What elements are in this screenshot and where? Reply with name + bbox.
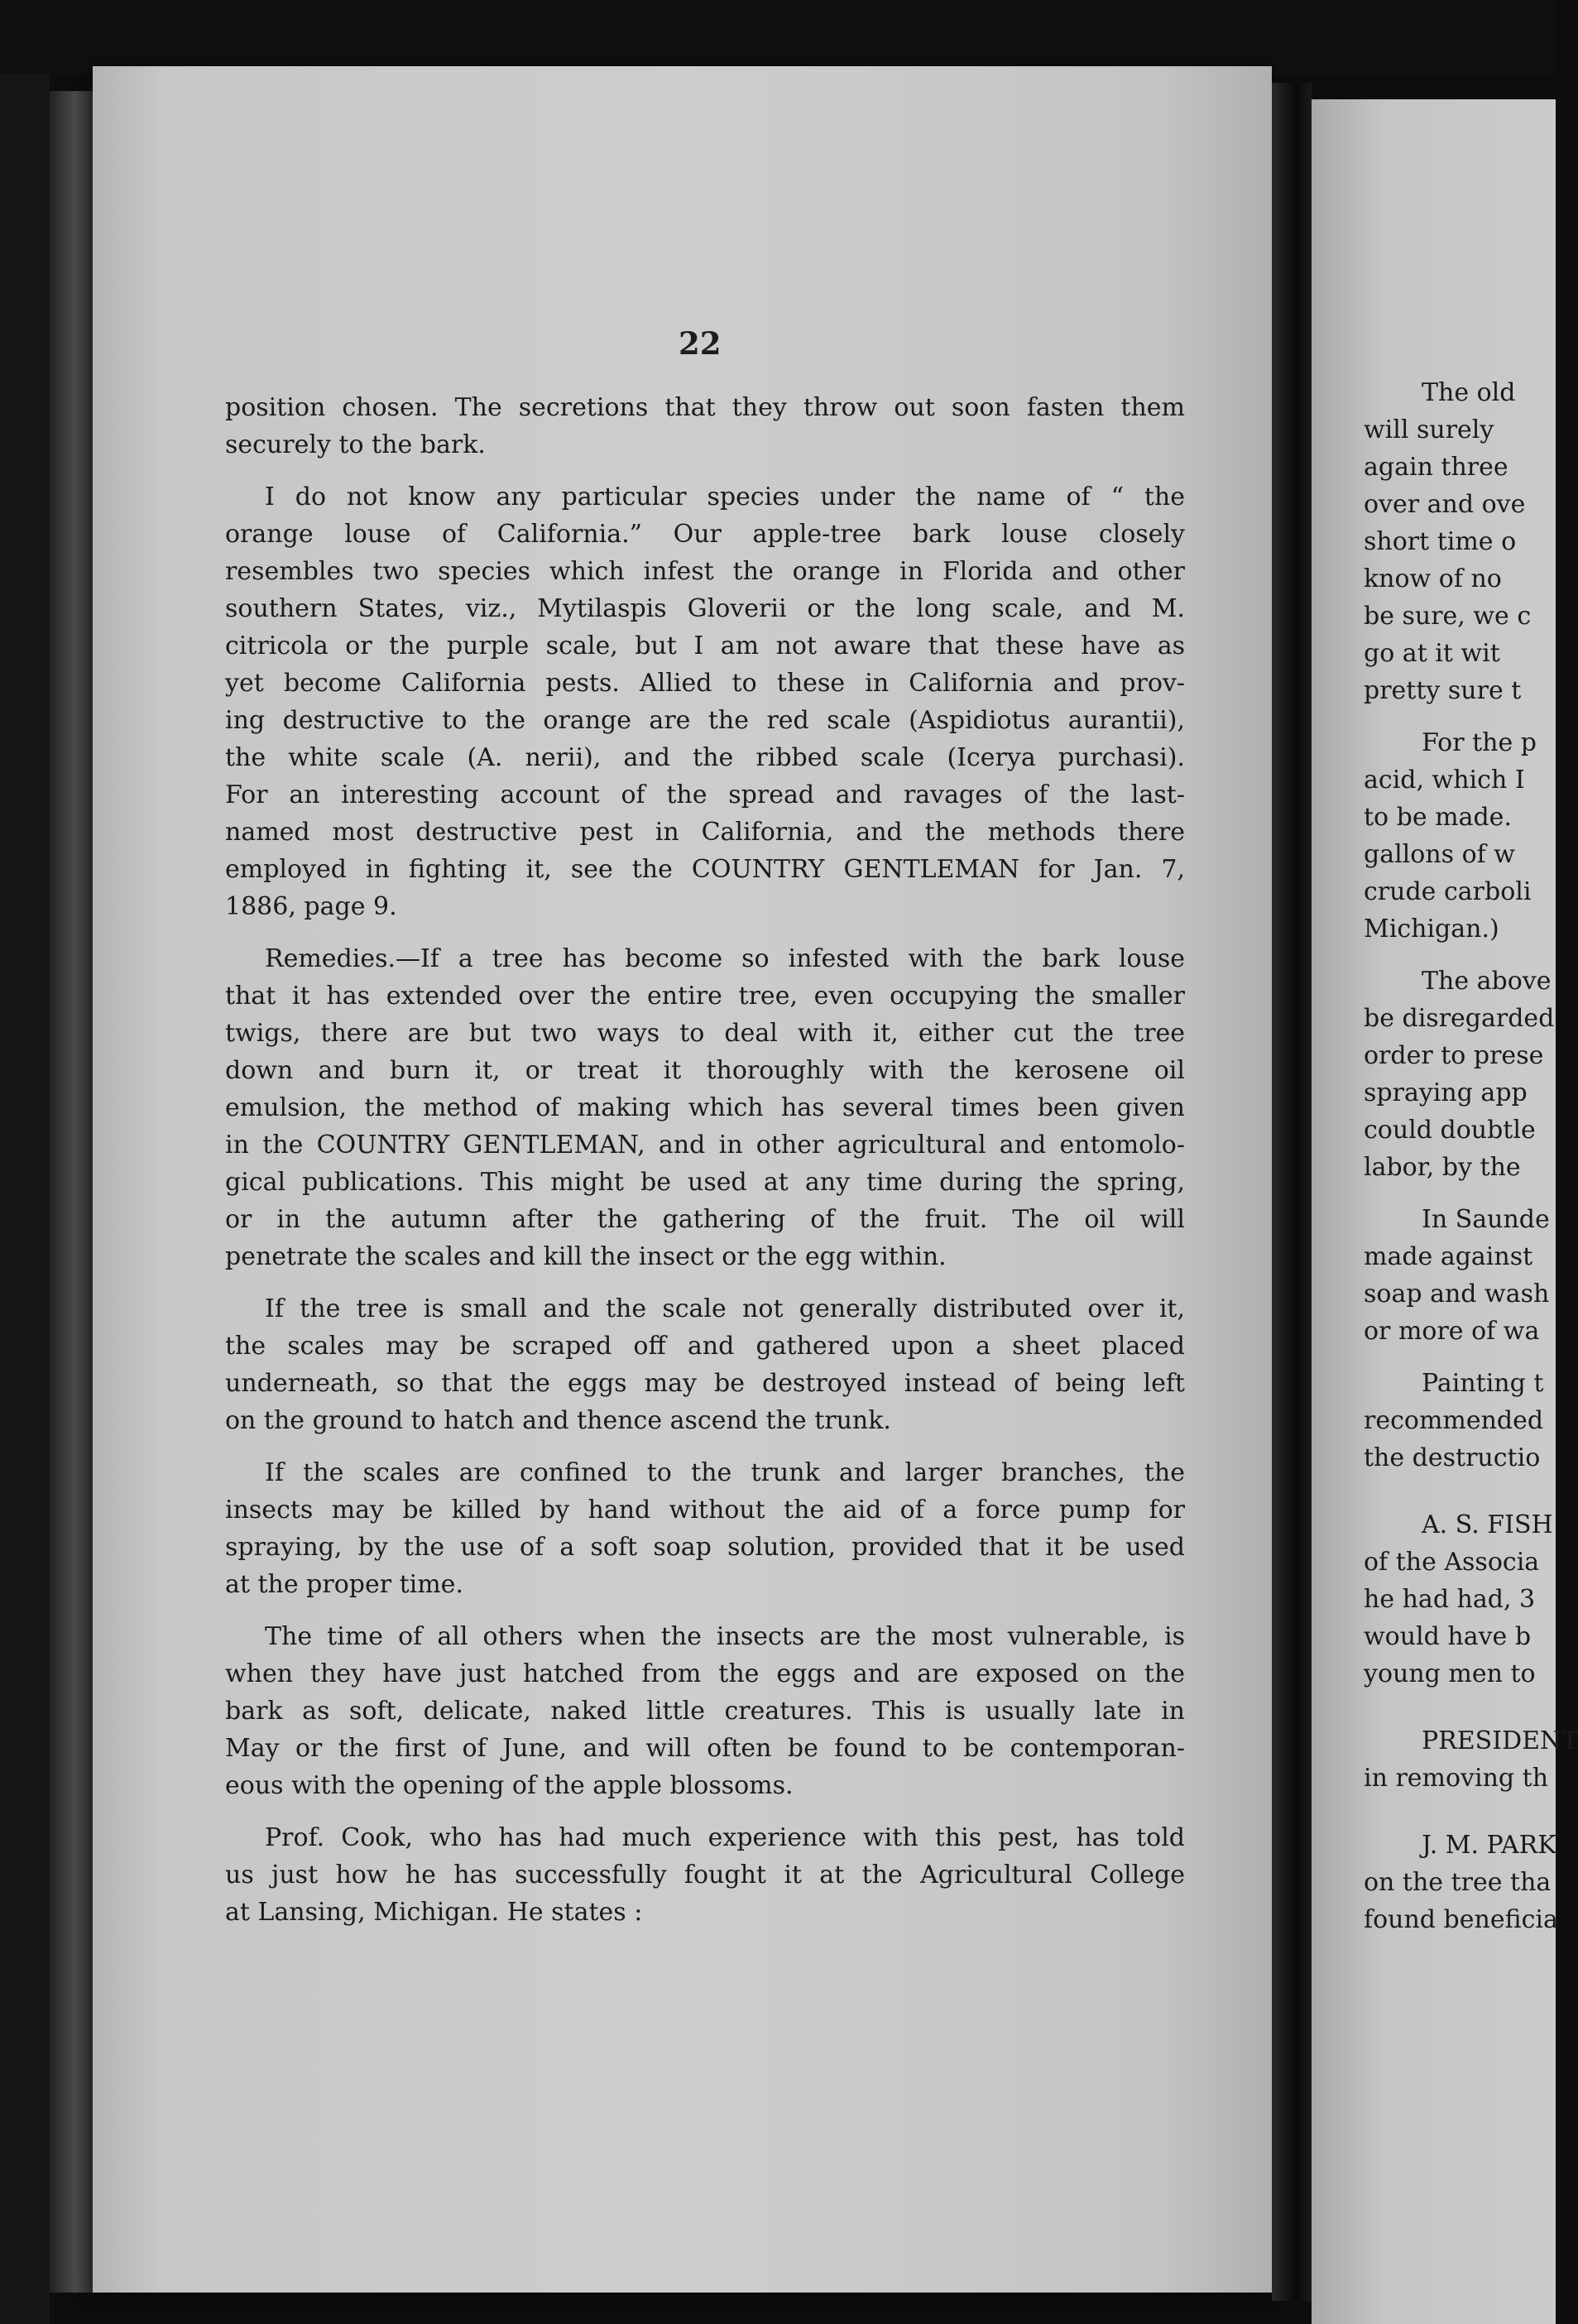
text-line: at the proper time. xyxy=(225,1570,463,1599)
text-line: labor, by the xyxy=(1364,1153,1521,1182)
text-line: For an interesting account of the spread and ravages of the last- xyxy=(225,780,1185,809)
text-line: over and ove xyxy=(1364,490,1526,519)
text-line: on the tree tha xyxy=(1364,1868,1552,1897)
text-line: be sure, we c xyxy=(1364,602,1532,631)
text-line: resembles two species which infest the orange in Florida and other xyxy=(225,557,1185,586)
text-line: or more of wa xyxy=(1364,1317,1540,1346)
text-line: at Lansing, Michigan. He states : xyxy=(225,1898,643,1927)
text-line: would have b xyxy=(1364,1622,1532,1651)
right-page-text xyxy=(1364,374,1578,1938)
text-line: spraying, by the use of a soft soap solution, provided that it be used xyxy=(225,1533,1185,1562)
text-line: insects may be killed by hand without the aid of a force pump for xyxy=(225,1496,1185,1525)
text-line: PRESIDENT xyxy=(1422,1726,1578,1755)
text-line: If the tree is small and the scale not generally distributed over it, xyxy=(265,1294,1185,1323)
text-line: us just how he has successfully fought it at the Agricultural College xyxy=(225,1861,1185,1889)
text-line: will surely xyxy=(1364,415,1494,444)
text-line: go at it wit xyxy=(1364,639,1500,668)
text-line: The time of all others when the insects are the most vulnerable, is xyxy=(265,1622,1185,1651)
text-line: pretty sure t xyxy=(1364,676,1522,705)
text-line: again three xyxy=(1364,453,1508,482)
text-line: bark as soft, delicate, naked little creatures. This is usually late in xyxy=(225,1697,1185,1726)
text-line: Remedies.—If a tree has become so infested with the bark louse xyxy=(265,944,1185,973)
text-line: of the Associa xyxy=(1364,1548,1540,1577)
text-line: he had had, 3 xyxy=(1364,1585,1536,1614)
text-line: employed in fighting it, see the COUNTRY GENTLEMAN for Jan. 7, xyxy=(225,855,1185,884)
book-spine xyxy=(50,91,99,2293)
scan-left-border xyxy=(0,74,50,2324)
text-line: eous with the opening of the apple blossoms. xyxy=(225,1771,794,1800)
text-line: when they have just hatched from the eggs and are exposed on the xyxy=(225,1659,1185,1688)
text-line: Prof. Cook, who has had much experience with this pest, has told xyxy=(265,1823,1185,1852)
text-line: twigs, there are but two ways to deal with it, either cut the tree xyxy=(225,1019,1185,1048)
text-line: found beneficia xyxy=(1364,1905,1558,1934)
text-line: could doubtle xyxy=(1364,1116,1536,1145)
text-line: securely to the bark. xyxy=(225,430,486,459)
text-line: Painting t xyxy=(1422,1369,1544,1398)
left-page-text xyxy=(225,389,1185,1931)
text-line: down and burn it, or treat it thoroughly with the kerosene oil xyxy=(225,1056,1185,1085)
text-line: ing destructive to the orange are the red scale (Aspidiotus aurantii), xyxy=(225,706,1185,735)
text-line: The old xyxy=(1422,378,1516,407)
text-line: be disregarded xyxy=(1364,1004,1555,1033)
scan-top-border xyxy=(0,0,1556,74)
book-gutter xyxy=(1272,83,1312,2301)
text-line: In Saunde xyxy=(1422,1205,1550,1234)
text-line: order to prese xyxy=(1364,1041,1544,1070)
text-line: The above xyxy=(1422,967,1552,996)
text-line: crude carboli xyxy=(1364,877,1532,906)
text-line: If the scales are confined to the trunk and larger branches, the xyxy=(265,1458,1185,1487)
text-line: orange louse of California.” Our apple-tree bark louse closely xyxy=(225,520,1185,549)
text-line: or in the autumn after the gathering of the fruit. The oil will xyxy=(225,1205,1185,1234)
page-number: 22 xyxy=(679,325,722,362)
text-line: short time o xyxy=(1364,527,1517,556)
text-line: gical publications. This might be used at any time during the spring, xyxy=(225,1168,1185,1197)
text-line: southern States, viz., Mytilaspis Gloverii or the long scale, and M. xyxy=(225,594,1185,623)
text-line: young men to xyxy=(1364,1659,1536,1688)
text-line: J. M. PARK xyxy=(1422,1831,1556,1860)
text-line: that it has extended over the entire tree, even occupying the smaller xyxy=(225,982,1185,1011)
text-line: For the p xyxy=(1422,728,1537,757)
text-line: I do not know any particular species under the name of “ the xyxy=(265,483,1185,511)
text-line: made against xyxy=(1364,1242,1533,1271)
text-line: A. S. FISH xyxy=(1422,1510,1553,1539)
text-line: penetrate the scales and kill the insect or the egg within. xyxy=(225,1242,947,1271)
text-line: spraying app xyxy=(1364,1078,1528,1107)
text-line: the scales may be scraped off and gathered upon a sheet placed xyxy=(225,1332,1185,1361)
text-line: yet become California pests. Allied to these in California and prov- xyxy=(225,669,1185,698)
text-line: in removing th xyxy=(1364,1764,1549,1793)
text-line: the destructio xyxy=(1364,1443,1541,1472)
text-line: know of no xyxy=(1364,564,1502,593)
text-line: May or the first of June, and will often be found to be contemporan- xyxy=(225,1734,1185,1763)
text-line: underneath, so that the eggs may be destroyed instead of being left xyxy=(225,1369,1185,1398)
text-line: soap and wash xyxy=(1364,1280,1550,1308)
text-line: citricola or the purple scale, but I am not aware that these have as xyxy=(225,631,1185,660)
text-line: gallons of w xyxy=(1364,840,1515,869)
text-line: Michigan.) xyxy=(1364,915,1499,944)
text-line: to be made. xyxy=(1364,803,1512,832)
text-line: acid, which I xyxy=(1364,766,1525,795)
text-line: in the COUNTRY GENTLEMAN, and in other agricultural and entomolo- xyxy=(225,1131,1185,1160)
text-line: recommended xyxy=(1364,1406,1544,1435)
text-line: on the ground to hatch and thence ascend the trunk. xyxy=(225,1406,891,1435)
text-line: position chosen. The secretions that they throw out soon fasten them xyxy=(225,393,1185,422)
text-line: named most destructive pest in California, and the methods there xyxy=(225,818,1185,847)
text-line: 1886, page 9. xyxy=(225,892,397,921)
text-line: emulsion, the method of making which has several times been given xyxy=(225,1093,1185,1122)
text-line: the white scale (A. nerii), and the ribbed scale (Icerya purchasi). xyxy=(225,743,1185,772)
